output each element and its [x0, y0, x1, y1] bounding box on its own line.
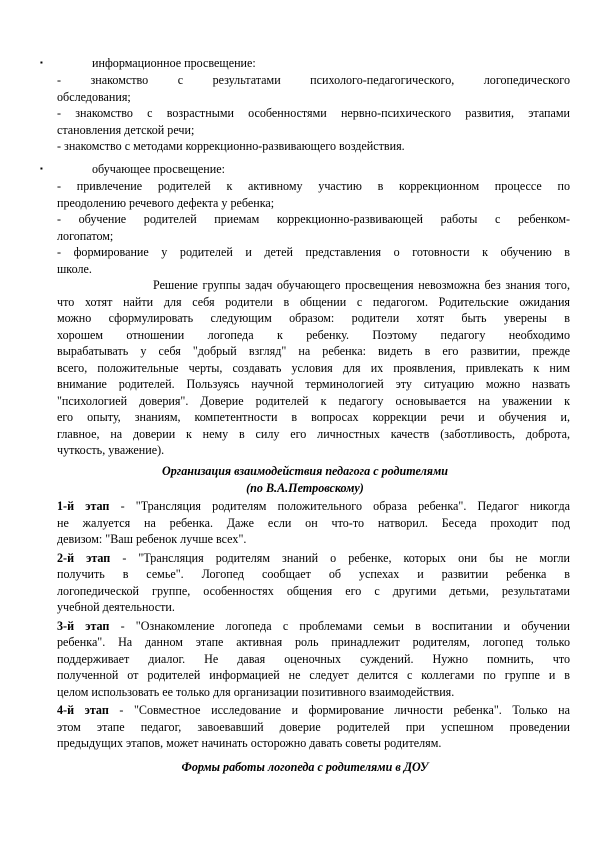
section-heading-forms: Формы работы логопеда с родителями в ДОУ	[181, 760, 429, 774]
list-item-line: - привлечение родителей к активному участию в коррекционном процессе по	[57, 179, 570, 193]
stage-line: учебной деятельности.	[57, 600, 175, 614]
stage-line: ребенка". На данном этапе активная роль принадлежит родителям, логопед только	[57, 635, 570, 649]
stage-line: получить в семье". Логопед сообщает об успехах и развитии ребенка в	[57, 567, 570, 581]
stage-label: 2-й этап	[57, 550, 111, 565]
square-bullet-icon: ▪	[40, 164, 43, 173]
stage-line: не жалуется на ребенка. Даже если он что-то натворил. Беседа проходит под	[57, 515, 570, 530]
stage-text: - "Ознакомление логопеда с проблемами семьи в воспитании и обучении	[109, 618, 570, 633]
stage-line: поддерживает диалог. Не давая оценочных суждений. Нужно помнить, что	[57, 651, 570, 666]
stage-line: этом этапе педагог, завоевавший доверие родителей при успешном проведении	[57, 719, 570, 734]
stage-text: - "Трансляция родителям знаний о ребенке, которых они бы не могли	[110, 550, 570, 565]
paragraph-line: вниманиe родителей. Пользуясь научной терминологией эту ситуацию можно назвать	[57, 377, 570, 391]
stage-line	[57, 498, 570, 515]
stage-label: 3-й этап	[57, 618, 110, 633]
stage-line	[57, 618, 570, 635]
stages-list	[57, 498, 570, 752]
info-list	[57, 72, 570, 155]
paragraph-line: хорошем отношении логопеда к ребенку. Поэтому педагогу необходимо	[57, 327, 570, 342]
list-item-line: - знакомство с возрастными особенностями нервно-психического развития, этапами	[57, 106, 570, 120]
stage-label: 1-й этап	[57, 499, 110, 513]
paragraph-line: главное, на доверии к нему в силу его личностных качеств (заботливость, доброта,	[57, 426, 570, 441]
paragraph-line: "психологией доверия". Доверие родителей к педагогу основывается на уважении к	[57, 393, 570, 408]
list-item-line: преодолению речевого дефекта у ребенка;	[57, 195, 275, 210]
list-item-line: становления детской речи;	[57, 122, 195, 137]
body-paragraph	[57, 277, 570, 459]
stage-line	[57, 550, 570, 567]
stage-line: предыдущих этапов, может начинать осторожно давать советы родителям.	[57, 736, 442, 750]
stage-text: - "Совместное исследование и формирование личности ребенка". Только на	[108, 703, 570, 717]
stage-text: - "Трансляция родителям положительного образа ребенка". Педагог никогда	[109, 499, 570, 513]
list-item-line: - знакомство с методами коррекционно-развивающего воздействия.	[57, 139, 405, 153]
bullet-label: обучающее просвещение:	[92, 162, 225, 176]
paragraph-line: всего, положительные черты, создавать условия для их проявления, привлекать к ним	[57, 360, 570, 375]
bullet-label: информационное просвещение:	[92, 56, 256, 70]
square-bullet-icon: ▪	[40, 58, 43, 67]
stage-line	[57, 702, 570, 719]
stage-line: логопедической группе, особенностях общения его с другими детьми, результатами	[57, 583, 570, 598]
stage-line: девизом: "Ваш ребенок лучше всех".	[57, 532, 247, 546]
paragraph-line: его опыту, знаниям, компетентности в вопросах коррекции речи и обучения и,	[57, 410, 570, 424]
edu-list	[57, 178, 570, 277]
paragraph-line: можно сформулировать следующим образом: родители хотят быть уверены в	[57, 311, 570, 325]
heading-subline: (по В.А.Петровскому)	[246, 480, 364, 495]
list-item-line: - формирование у родителей и детей представления о готовности к обучению в	[57, 245, 570, 259]
list-item-line: - знакомство с результатами психолого-педагогического, логопедического	[57, 73, 570, 87]
paragraph-line: что хотят найти для себя родители в общении с педагогом. Родительские ожидания	[57, 294, 570, 309]
paragraph-line: вырабатывать у себя "добрый взгляд" на ребенка: видеть в его развитии, прежде	[57, 344, 570, 358]
stage-line: целом использовать ее только для организации позитивного взаимодействия.	[57, 684, 455, 699]
list-item-line: - обучение родителей приемам коррекционно-развивающей работы с ребенком-	[57, 212, 570, 226]
list-item-line: логопатом;	[57, 228, 114, 243]
paragraph-line: чуткость, уважение).	[57, 443, 165, 457]
list-item-line: школе.	[57, 261, 92, 276]
section-heading	[40, 463, 570, 496]
list-item-line: обследования;	[57, 89, 131, 104]
heading-line: Организация взаимодействия педагога с родителями	[161, 464, 449, 478]
stage-label: 4-й этап	[57, 703, 109, 717]
stage-line: полученной от родителей информацией не следует делится с коллегами по группе и в	[57, 668, 570, 682]
paragraph-line: Решение группы задач обучающего просвещения невозможна без знания того,	[153, 278, 570, 292]
